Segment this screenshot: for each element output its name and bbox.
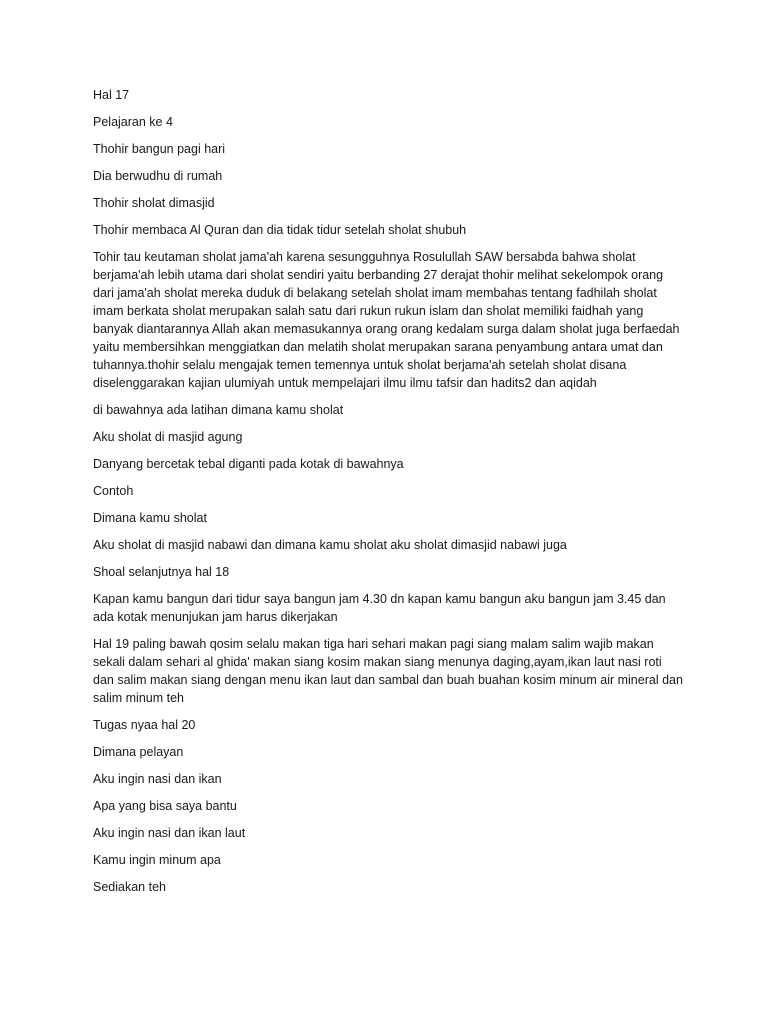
paragraph-1: Hal 17 [93,88,130,102]
paragraph-23: Sediakan teh [93,880,166,894]
paragraph-22: Kamu ingin minum apa [93,853,221,867]
paragraph-17: Tugas nyaa hal 20 [93,718,196,732]
paragraph-5: Thohir sholat dimasjid [93,196,215,210]
paragraph-16: Hal 19 paling bawah qosim selalu makan tiga hari sehari makan pagi siang malam salim wajib makan sekali dalam sehari al ghida' makan siang kosim makan siang menunya daging,ayam,ikan laut nasi roti dan salim makan siang dengan menu ikan laut dan sambal dan buah buahan kosim minum air mineral dan salim minum teh [93,637,683,705]
paragraph-12: Dimana kamu sholat [93,511,207,525]
paragraph-7: Tohir tau keutaman sholat jama'ah karena sesungguhnya Rosulullah SAW bersabda bahwa sholat berjama'ah lebih utama dari sholat sendiri yaitu berbanding 27 derajat thohir melihat sekelompok orang dari jama'ah sholat mereka duduk di belakang setelah sholat imam membahas tentang fadhilah sholat imam berkata sholat merupakan salah satu dari rukun rukun islam dan sholat memiliki faidhah yang banyak diantarannya Allah akan memasukannya orang orang kedalam surga dalam sholat juga berfaedah yaitu membersihkan menggiatkan dan melatih sholat merupakan sarana penyambung antara umat dan tuhannya.thohir selalu mengajak temen temennya untuk sholat berjama'ah setelah sholat disana diselenggarakan kajian ulumiyah untuk mempelajari ilmu ilmu tafsir dan hadits2 dan aqidah [93,250,680,390]
paragraph-6: Thohir membaca Al Quran dan dia tidak tidur setelah sholat shubuh [93,223,467,237]
paragraph-2: Pelajaran ke 4 [93,115,173,129]
document-body [93,86,683,905]
paragraph-3: Thohir bangun pagi hari [93,142,226,156]
paragraph-19: Aku ingin nasi dan ikan [93,772,222,786]
paragraph-11: Contoh [93,484,134,498]
paragraph-4: Dia berwudhu di rumah [93,169,223,183]
paragraph-20: Apa yang bisa saya bantu [93,799,237,813]
paragraph-13: Aku sholat di masjid nabawi dan dimana kamu sholat aku sholat dimasjid nabawi juga [93,538,567,552]
paragraph-21: Aku ingin nasi dan ikan laut [93,826,246,840]
paragraph-8: di bawahnya ada latihan dimana kamu sholat [93,403,344,417]
paragraph-9: Aku sholat di masjid agung [93,430,243,444]
paragraph-14: Shoal selanjutnya hal 18 [93,565,230,579]
paragraph-10: Danyang bercetak tebal diganti pada kotak di bawahnya [93,457,404,471]
paragraph-15: Kapan kamu bangun dari tidur saya bangun jam 4.30 dn kapan kamu bangun aku bangun jam 3.45 dan ada kotak menunjukan jam harus dikerjakan [93,592,666,624]
paragraph-18: Dimana pelayan [93,745,184,759]
